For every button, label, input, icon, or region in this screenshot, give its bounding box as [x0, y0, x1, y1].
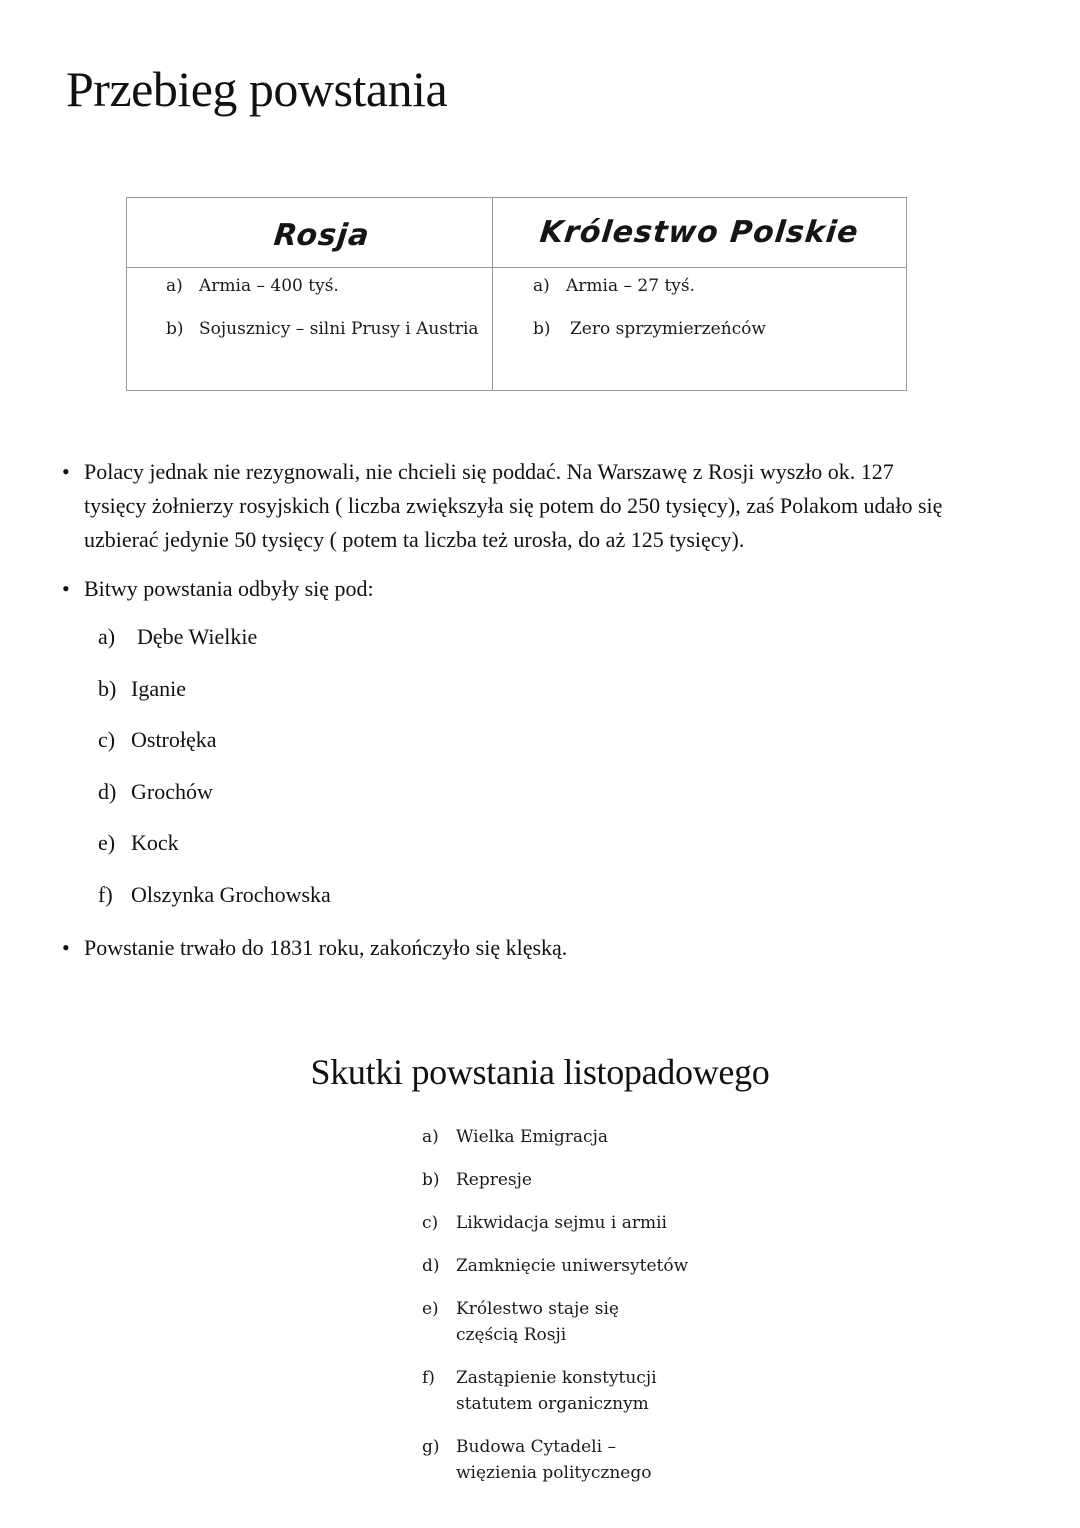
bullet-battles-intro — [56, 572, 374, 606]
table-cell-kingdom-of-poland — [493, 268, 906, 390]
column-header-label: Królestwo Polskie — [538, 215, 861, 250]
list-item — [98, 672, 331, 724]
effect-text: Królestwo staje się częścią Rosji — [456, 1299, 619, 1345]
list-item — [422, 1365, 672, 1417]
russia-list — [166, 276, 479, 362]
list-item — [98, 620, 331, 672]
page-title: Przebieg powstania — [66, 61, 448, 117]
battle-name: Grochów — [131, 778, 213, 804]
list-item — [533, 319, 766, 362]
table-cell-russia — [127, 268, 493, 390]
battle-name: Olszynka Grochowska — [131, 881, 331, 907]
list-marker: a) — [98, 624, 116, 649]
battle-name: Dębe Wielkie — [137, 624, 258, 649]
list-marker: b) — [422, 1170, 440, 1190]
list-item — [98, 826, 331, 878]
list-item — [422, 1124, 722, 1150]
battle-name: Ostrołęka — [131, 727, 217, 752]
list-item — [166, 319, 479, 362]
list-item — [422, 1434, 662, 1486]
list-item-text: Sojusznicy – silni Prusy i Austria — [199, 319, 479, 339]
effect-text: Budowa Cytadeli – więzienia politycznego — [456, 1437, 652, 1483]
list-item — [422, 1167, 722, 1193]
list-marker: e) — [422, 1299, 439, 1319]
list-item — [533, 276, 766, 319]
list-item-text: Armia – 27 tyś. — [566, 276, 696, 296]
list-marker: c) — [98, 727, 116, 752]
list-item-text: Zero sprzymierzeńców — [570, 319, 766, 339]
comparison-table — [126, 197, 907, 391]
table-header-kingdom-of-poland — [493, 198, 906, 268]
effect-text: Zamknięcie uniwersytetów — [456, 1256, 689, 1276]
effects-list — [422, 1124, 722, 1503]
list-marker: f) — [422, 1368, 435, 1388]
list-marker: f) — [98, 881, 113, 907]
battles-list — [98, 620, 331, 929]
list-item — [98, 878, 331, 930]
list-item — [98, 723, 331, 775]
paragraph-line: tysięcy żołnierzy rosyjskich ( liczba zwiększyła się potem do 250 tysięcy), zaś Polakom udało się — [84, 493, 943, 518]
list-marker: b) — [98, 675, 117, 701]
effect-text: Represje — [456, 1170, 532, 1190]
battle-name: Iganie — [131, 675, 186, 701]
list-marker: a) — [166, 276, 183, 296]
list-marker: c) — [422, 1213, 439, 1233]
table-header-russia — [127, 198, 493, 268]
list-marker: a) — [533, 276, 550, 296]
list-marker: g) — [422, 1437, 440, 1457]
list-marker: b) — [166, 319, 184, 339]
list-item — [98, 775, 331, 827]
bullet-icon: • — [62, 459, 70, 484]
kingdom-list — [533, 276, 766, 362]
list-item — [422, 1253, 722, 1279]
bullet-icon: • — [62, 935, 70, 960]
bullet-conclusion — [56, 931, 567, 965]
section-title-effects: Skutki powstania listopadowego — [310, 1052, 770, 1092]
list-item-text: Armia – 400 tyś. — [199, 276, 339, 296]
effect-text: Wielka Emigracja — [456, 1127, 608, 1147]
conclusion-text: Powstanie trwało do 1831 roku, zakończyło się klęską. — [84, 935, 568, 960]
list-item — [166, 276, 479, 319]
list-marker: a) — [422, 1127, 439, 1147]
list-item — [422, 1210, 722, 1236]
battle-name: Kock — [131, 830, 179, 855]
column-header-label: Rosja — [272, 218, 372, 253]
bullet-icon: • — [62, 576, 70, 601]
paragraph-line: Polacy jednak nie rezygnowali, nie chcieli się poddać. Na Warszawę z Rosji wyszło ok. 127 — [84, 459, 894, 484]
effect-text: Zastąpienie konstytucji statutem organicznym — [456, 1368, 657, 1414]
list-marker: b) — [533, 319, 551, 339]
battles-intro-text: Bitwy powstania odbyły się pod: — [84, 576, 374, 601]
bullet-paragraph-armies — [56, 455, 1034, 557]
list-item — [422, 1296, 682, 1348]
paragraph-line: uzbierać jedynie 50 tysięcy ( potem ta liczba też urosła, do aż 125 tysięcy). — [84, 527, 745, 552]
list-marker: d) — [422, 1256, 440, 1276]
list-marker: d) — [98, 778, 117, 804]
list-marker: e) — [98, 830, 116, 855]
effect-text: Likwidacja sejmu i armii — [456, 1213, 667, 1233]
